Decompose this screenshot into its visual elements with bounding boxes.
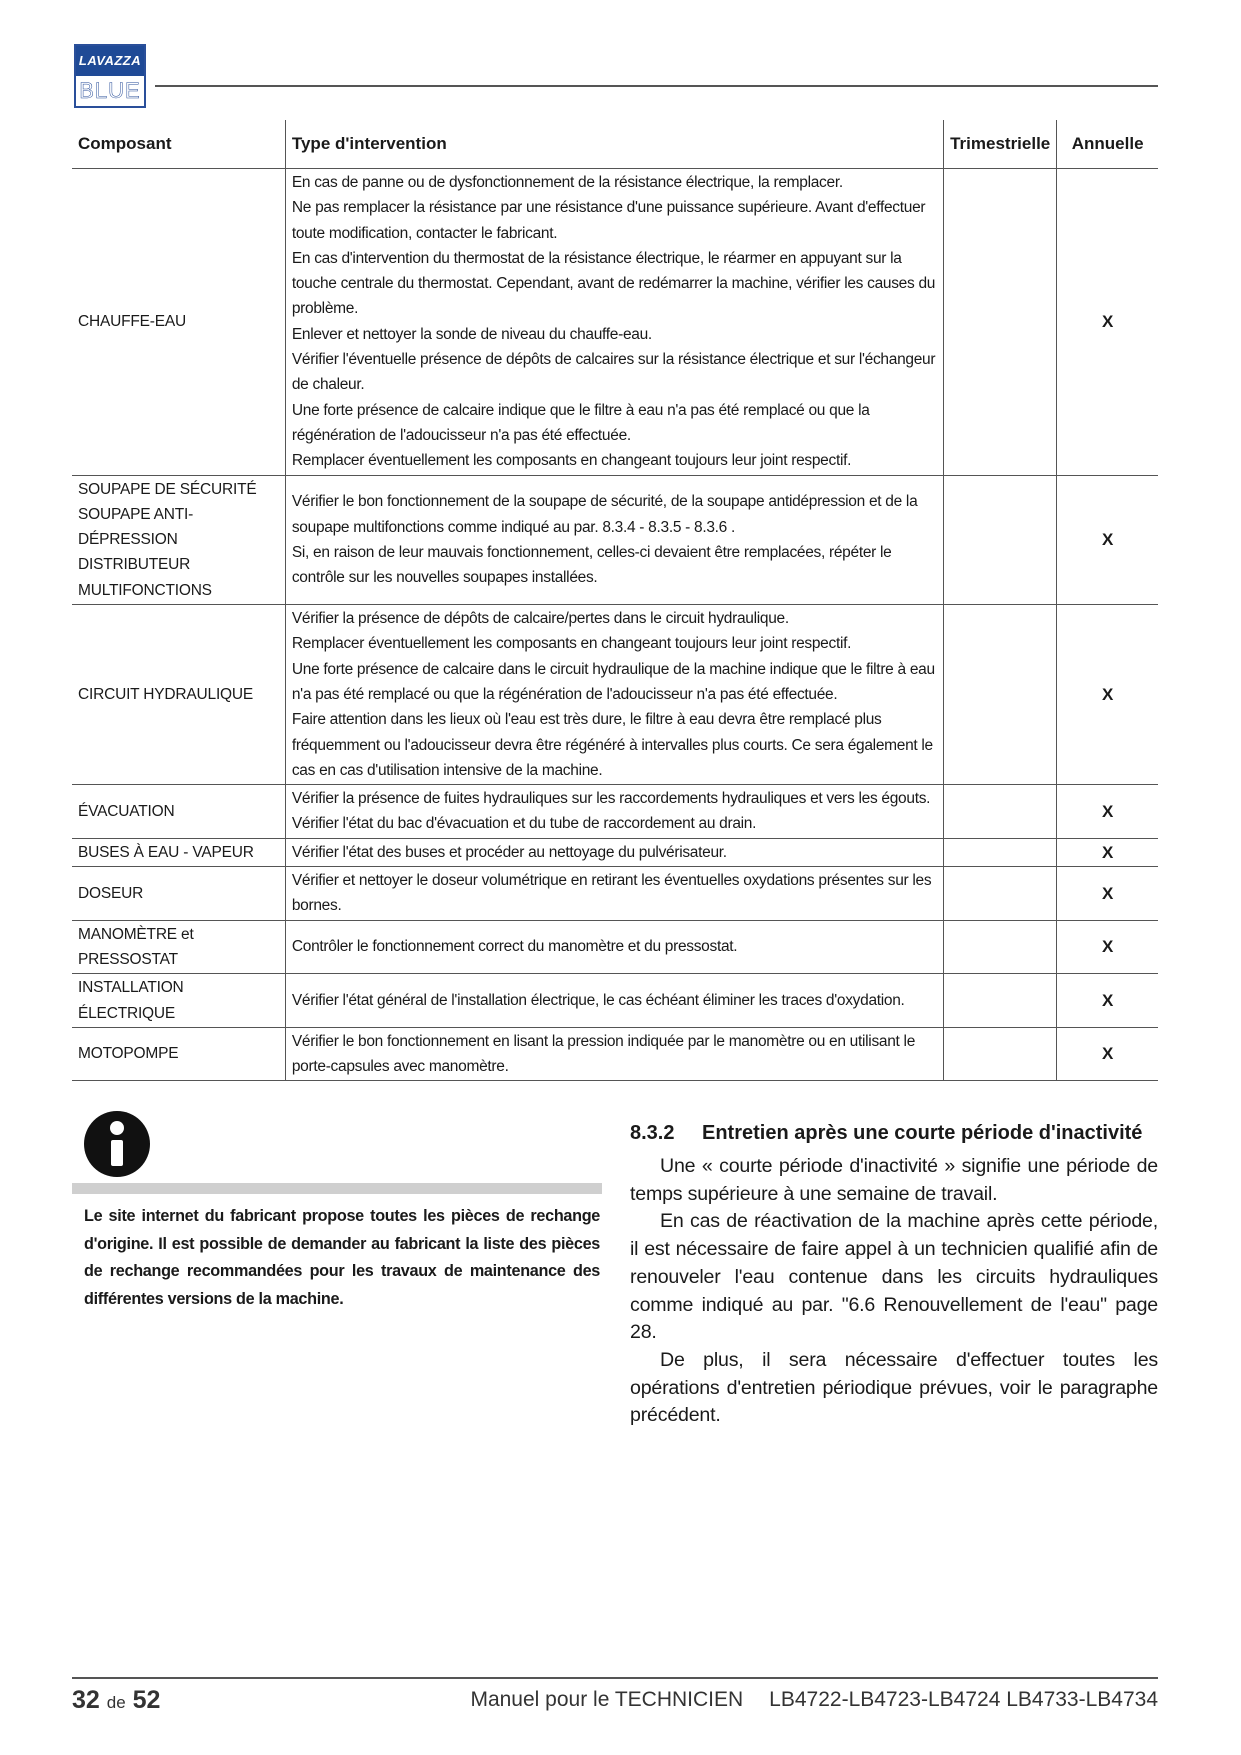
component-name: INSTALLATION ÉLECTRIQUE — [78, 979, 184, 1022]
logo-brand-text: LAVAZZA — [76, 46, 144, 76]
component-name: MULTIFONCTIONS — [78, 581, 212, 599]
intervention-text: Vérifier l'état du bac d'évacuation et du tube de raccordement au drain. — [291, 815, 757, 833]
brand-logo — [74, 44, 146, 108]
logo-sub-text: BLUE — [79, 78, 141, 103]
header-quarterly: Trimestrielle — [944, 120, 1057, 169]
intervention-text: Vérifier l'état des buses et procéder au nettoyage du pulvérisateur. — [291, 843, 727, 861]
intervention-cell — [285, 1027, 943, 1081]
intervention-text: Vérifier le bon fonctionnement en lisant la pression indiquée par le manomètre ou en utilisant le porte-capsules avec manomètre. — [291, 1032, 916, 1076]
intervention-text: Une forte présence de calcaire dans le circuit hydraulique de la machine indique que le filtre à eau n'a pas été remplacé ou que la régénération de l'adoucisseur n'a pas été effectuée. — [291, 660, 935, 703]
intervention-text: Remplacer éventuellement les composants en changeant toujours leur joint respectif. — [291, 452, 852, 470]
table-row — [72, 974, 1158, 1028]
component-name: BUSES À EAU - VAPEUR — [78, 843, 254, 861]
table-row — [72, 1027, 1158, 1081]
table-row — [72, 605, 1158, 785]
annual-cell: X — [1101, 801, 1114, 821]
annual-cell: X — [1101, 990, 1114, 1010]
quarterly-cell — [944, 785, 1057, 839]
intervention-text: Si, en raison de leur mauvais fonctionnement, celles-ci devaient être remplacées, répéter le contrôle sur les nouvelles soupapes installées. — [291, 543, 892, 587]
total-pages: 52 — [132, 1686, 161, 1714]
section-body — [630, 1153, 1158, 1430]
table-row — [72, 920, 1158, 974]
intervention-text: Ne pas remplacer la résistance par une résistance d'une puissance supérieure. Avant d'effectuer toute modification, contacter le fabricant. — [291, 199, 926, 242]
intervention-text: Contrôler le fonctionnement correct du manomètre et du pressostat. — [291, 938, 738, 956]
table-row — [72, 838, 1158, 866]
annual-cell: X — [1101, 842, 1114, 862]
intervention-cell — [285, 867, 943, 921]
component-cell — [72, 867, 285, 921]
component-cell — [72, 605, 285, 785]
quarterly-cell — [944, 475, 1057, 604]
component-name: CIRCUIT HYDRAULIQUE — [78, 685, 254, 703]
section-title — [630, 1119, 1160, 1147]
section-heading: Entretien après une courte période d'inactivité — [702, 1122, 1143, 1144]
intervention-text: En cas d'intervention du thermostat de la résistance électrique, le réarmer en appuyant sur la touche centrale du thermostat. Cependant, avant de redémarrer la machine, vérifier les causes du problème. — [291, 249, 936, 318]
intervention-text: Enlever et nettoyer la sonde de niveau du chauffe-eau. — [291, 325, 652, 343]
section-paragraph: Une « courte période d'inactivité » signifie une période de temps supérieure à une semaine de travail. — [630, 1155, 1158, 1205]
header-component: Composant — [72, 120, 285, 169]
intervention-text: Vérifier l'état général de l'installation électrique, le cas échéant éliminer les traces d'oxydation. — [291, 991, 905, 1009]
quarterly-cell — [944, 1027, 1057, 1081]
intervention-text: Vérifier et nettoyer le doseur volumétrique en retirant les éventuelles oxydations présentes sur les bornes. — [291, 872, 932, 915]
table-header-row — [72, 120, 1158, 169]
table-row — [72, 475, 1158, 604]
header-intervention: Type d'intervention — [285, 120, 943, 169]
annual-cell: X — [1101, 937, 1114, 957]
footer-divider — [72, 1677, 1158, 1679]
intervention-cell — [285, 605, 943, 785]
intervention-text: Vérifier la présence de fuites hydrauliques sur les raccordements hydrauliques et vers les égouts. — [291, 790, 931, 808]
component-name: ÉVACUATION — [78, 802, 175, 820]
quarterly-cell — [944, 605, 1057, 785]
component-name: DOSEUR — [78, 884, 144, 902]
section-number: 8.3.2 — [630, 1122, 675, 1144]
table-body — [72, 169, 1158, 1081]
intervention-cell — [285, 785, 943, 839]
manual-title: Manuel pour le TECHNICIEN — [470, 1688, 744, 1711]
info-icon — [84, 1111, 150, 1177]
component-name: MANOMÈTRE et PRESSOSTAT — [78, 925, 194, 968]
intervention-text: Remplacer éventuellement les composants en changeant toujours leur joint respectif. — [291, 635, 852, 653]
intervention-text: Vérifier le bon fonctionnement de la soupape de sécurité, de la soupape antidépression et de la soupape multifonctions comme indiqué au par. 8.3.4 - 8.3.5 - 8.3.6 . — [291, 493, 918, 536]
intervention-cell — [285, 475, 943, 604]
intervention-text: En cas de panne ou de dysfonctionnement de la résistance électrique, la remplacer. — [291, 174, 843, 191]
intervention-cell — [285, 169, 943, 476]
annual-cell: X — [1101, 684, 1114, 704]
component-name: SOUPAPE ANTI-DÉPRESSION — [78, 505, 194, 549]
annual-cell: X — [1101, 1044, 1114, 1064]
annual-cell: X — [1101, 530, 1114, 550]
page-number — [72, 1686, 160, 1715]
intervention-text: Vérifier la présence de dépôts de calcaire/pertes dans le circuit hydraulique. — [291, 610, 789, 628]
component-cell — [72, 1027, 285, 1081]
table-row — [72, 867, 1158, 921]
info-divider — [72, 1183, 602, 1194]
quarterly-cell — [944, 838, 1057, 866]
table-row — [72, 785, 1158, 839]
component-name: MOTOPOMPE — [78, 1045, 179, 1063]
component-cell — [72, 974, 285, 1028]
header-divider — [155, 85, 1158, 87]
component-cell — [72, 838, 285, 866]
section-paragraph: En cas de réactivation de la machine après cette période, il est nécessaire de faire appel à un technicien qualifié afin de renouveler l'eau contenue dans les circuits hydrauliques comme indiqué au par. "6.6 Renouvellement de l'eau" page 28. — [630, 1210, 1158, 1344]
section-paragraph: De plus, il sera nécessaire d'effectuer toutes les opérations d'entretien périodique prévues, voir le paragraphe précédent. — [630, 1348, 1158, 1427]
annual-cell: X — [1101, 883, 1114, 903]
current-page: 32 — [72, 1686, 100, 1714]
component-cell — [72, 475, 285, 604]
header-annual: Annuelle — [1057, 120, 1158, 169]
component-cell — [72, 920, 285, 974]
component-name: DISTRIBUTEUR — [78, 556, 191, 574]
intervention-cell — [285, 838, 943, 866]
intervention-text: Faire attention dans les lieux où l'eau est très dure, le filtre à eau devra être remplacé plus fréquemment ou l'adoucisseur devra être régénéré à intervalles plus courts. Ce sera également le cas en cas d'utilisation intensive de la machine. — [291, 711, 933, 779]
component-cell — [72, 169, 285, 476]
quarterly-cell — [944, 867, 1057, 921]
component-cell — [72, 785, 285, 839]
intervention-text: Vérifier l'éventuelle présence de dépôts de calcaires sur la résistance électrique et sur l'échangeur de chaleur. — [291, 351, 936, 394]
intervention-cell — [285, 920, 943, 974]
table-row — [72, 169, 1158, 476]
component-name: SOUPAPE DE SÉCURITÉ — [78, 480, 257, 498]
footer-document-info — [470, 1688, 1158, 1712]
annual-cell: X — [1101, 312, 1114, 332]
maintenance-table — [72, 120, 1158, 1081]
component-name: CHAUFFE-EAU — [78, 313, 187, 331]
quarterly-cell — [944, 974, 1057, 1028]
intervention-cell — [285, 974, 943, 1028]
page-of-label: de — [106, 1693, 126, 1712]
model-list: LB4722-LB4723-LB4724 LB4733-LB4734 — [769, 1688, 1158, 1711]
intervention-text: Une forte présence de calcaire indique que le filtre à eau n'a pas été remplacé ou que la régénération de l'adoucisseur n'a pas été effectuée. — [291, 401, 870, 444]
info-note: Le site internet du fabricant propose toutes les pièces de rechange d'origine. Il est possible de demander au fabricant la liste des pièces de rechange recommandées pour les travaux de maintenance des différentes versions de la machine. — [84, 1207, 600, 1309]
quarterly-cell — [944, 169, 1057, 476]
quarterly-cell — [944, 920, 1057, 974]
